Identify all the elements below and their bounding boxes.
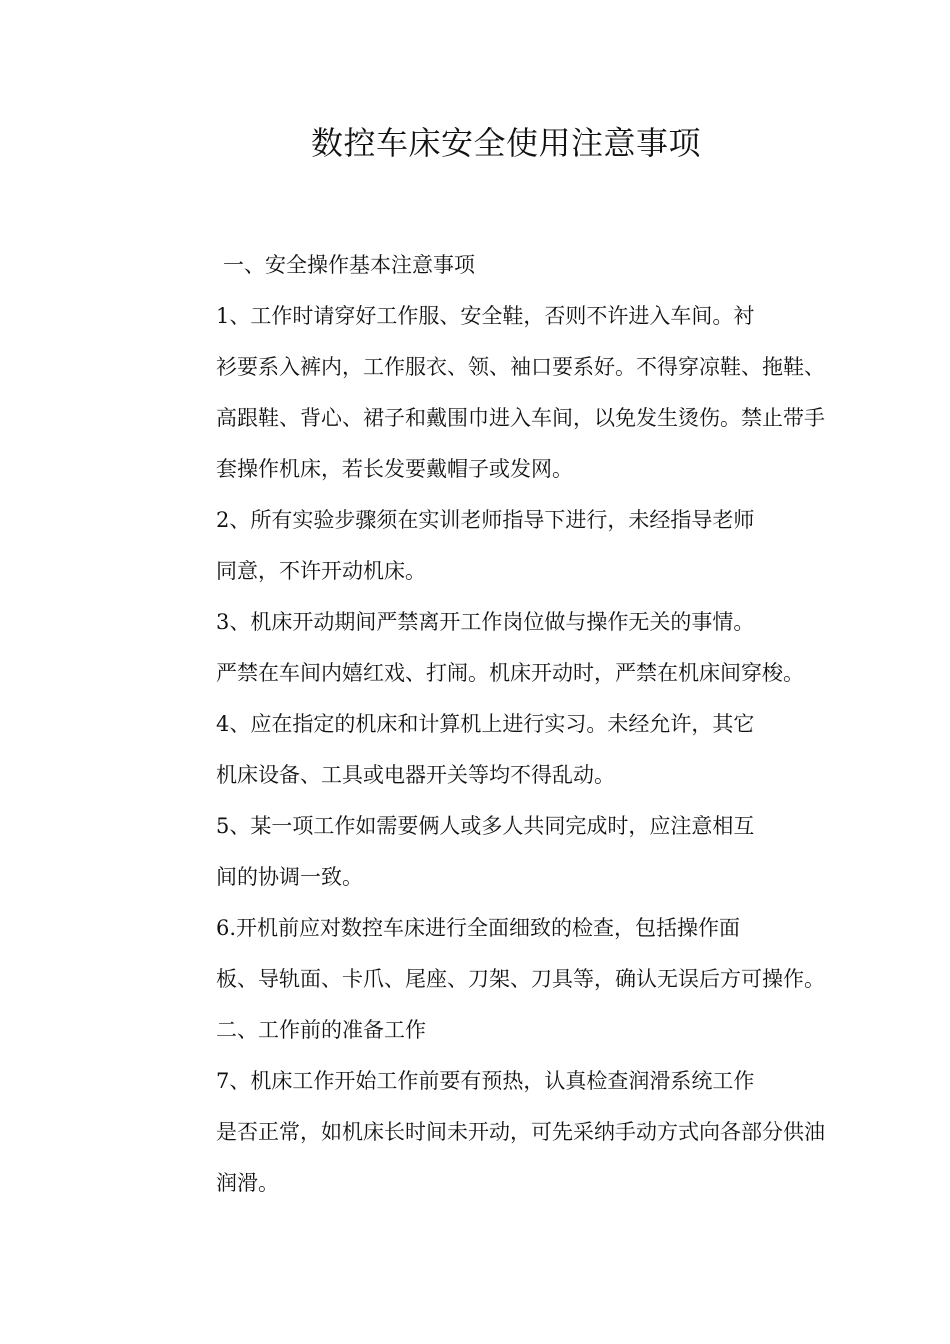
paragraph-line: 4、应在指定的机床和计算机上进行实习。未经允许，其它 xyxy=(216,712,755,736)
list-item xyxy=(150,597,804,699)
list-item xyxy=(150,495,798,597)
list-item xyxy=(150,903,825,1005)
paragraph-line: 板、导轨面、卡爪、尾座、刀架、刀具等，确认无误后方可操作。 xyxy=(216,967,825,991)
document-body xyxy=(150,240,825,1209)
list-item xyxy=(150,1056,825,1209)
list-item xyxy=(150,291,825,495)
paragraph-line: 2、所有实验步骤须在实训老师指导下进行，未经指导老师 xyxy=(216,508,755,532)
paragraph-line: 间的协调一致。 xyxy=(216,865,363,889)
paragraph-line: 同意，不许开动机床。 xyxy=(216,559,426,583)
paragraph-line: 高跟鞋、背心、裙子和戴围巾进入车间，以免发生烫伤。禁止带手 xyxy=(216,406,825,430)
paragraph-line: 7、机床工作开始工作前要有预热，认真检查润滑系统工作 xyxy=(216,1069,755,1093)
section-heading-preparation: 二、工作前的准备工作 xyxy=(216,1018,426,1042)
document-title: 数控车床安全使用注意事项 xyxy=(310,124,701,162)
paragraph-line: 3、机床开动期间严禁离开工作岗位做与操作无关的事情。 xyxy=(216,610,755,634)
paragraph-line: 机床设备、工具或电器开关等均不得乱动。 xyxy=(216,763,615,787)
paragraph-line: 6.开机前应对数控车床进行全面细致的检查，包括操作面 xyxy=(216,916,741,940)
paragraph-line: 润滑。 xyxy=(216,1171,279,1195)
paragraph-line: 套操作机床，若长发要戴帽子或发网。 xyxy=(216,457,573,481)
paragraph-line: 是否正常，如机床长时间未开动，可先采纳手动方式向各部分供油 xyxy=(216,1120,825,1144)
list-item xyxy=(150,699,798,801)
list-item xyxy=(150,801,798,903)
paragraph-line: 衫要系入裤内，工作服衣、领、袖口要系好。不得穿凉鞋、拖鞋、 xyxy=(216,355,825,379)
paragraph-line: 严禁在车间内嬉红戏、打闹。机床开动时，严禁在机床间穿梭。 xyxy=(216,661,804,685)
section-heading-safety-basics: 一、安全操作基本注意事项 xyxy=(223,253,475,277)
paragraph-line: 5、某一项工作如需要俩人或多人共同完成时，应注意相互 xyxy=(216,814,755,838)
paragraph-line: 1、工作时请穿好工作服、安全鞋，否则不许进入车间。衬 xyxy=(216,304,755,328)
